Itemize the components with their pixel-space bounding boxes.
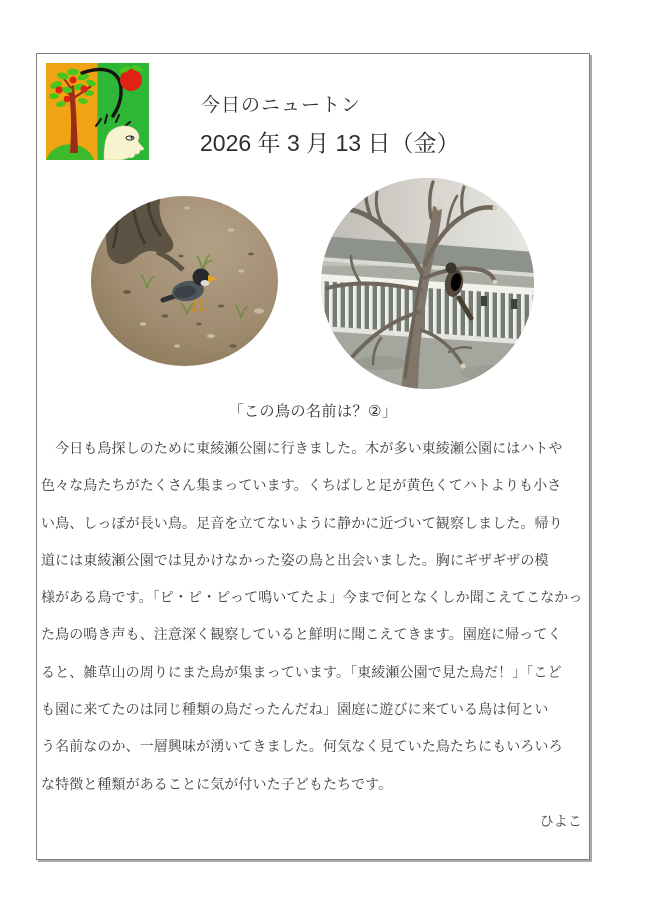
newsletter-page [36, 53, 590, 860]
body-line: 色々な鳥たちがたくさん集まっています。くちばしと足が黄色くてハトよりも小さ [41, 477, 562, 494]
issue-date: 2026 年 3 月 13 日（金） [200, 130, 460, 156]
signature: ひよこ [539, 812, 582, 829]
article-heading: 「この鳥の名前は？②」 [228, 403, 398, 420]
body-line: な特徴と種類があることに気が付いた子どもたちです。 [41, 775, 393, 792]
body-line: い鳥、しっぽが長い鳥。足音を立てないように静かに近づいて観察しました。帰り [41, 514, 563, 531]
body-line: う名前なのか、一層興味が湧いてきました。何気なく見ていた鳥たちにもいろいろ [41, 738, 563, 755]
bird-in-bare-tree-photo [321, 178, 534, 389]
body-line: 様がある鳥です。「ピ・ピ・ピって鳴いてたよ」今まで何となくしか聞こえてこなかっ [41, 589, 583, 606]
body-line: も園に来てたのは同じ種類の鳥だったんだね」園庭に遊びに来ている鳥は何とい [41, 701, 549, 718]
article-body [41, 430, 590, 840]
bird-on-ground-photo [91, 196, 278, 366]
body-line: た鳥の鳴き声も、注意深く観察していると鮮明に聞こえてきます。園庭に帰ってく [41, 626, 562, 643]
body-line: 今日も鳥探しのために東綾瀬公園に行きました。木が多い東綾瀬公園にはハトや [41, 440, 563, 456]
newton-apple-logo [46, 63, 149, 160]
body-line: 道には東綾瀬公園では見かけなかった姿の鳥と出会いました。胸にギザギザの模 [41, 551, 549, 568]
body-line: ると、雑草山の周りにまた鳥が集まっています。「東綾瀬公園で見た鳥だ！」「こど [41, 663, 562, 680]
page-title: 今日のニュートン [201, 95, 362, 116]
